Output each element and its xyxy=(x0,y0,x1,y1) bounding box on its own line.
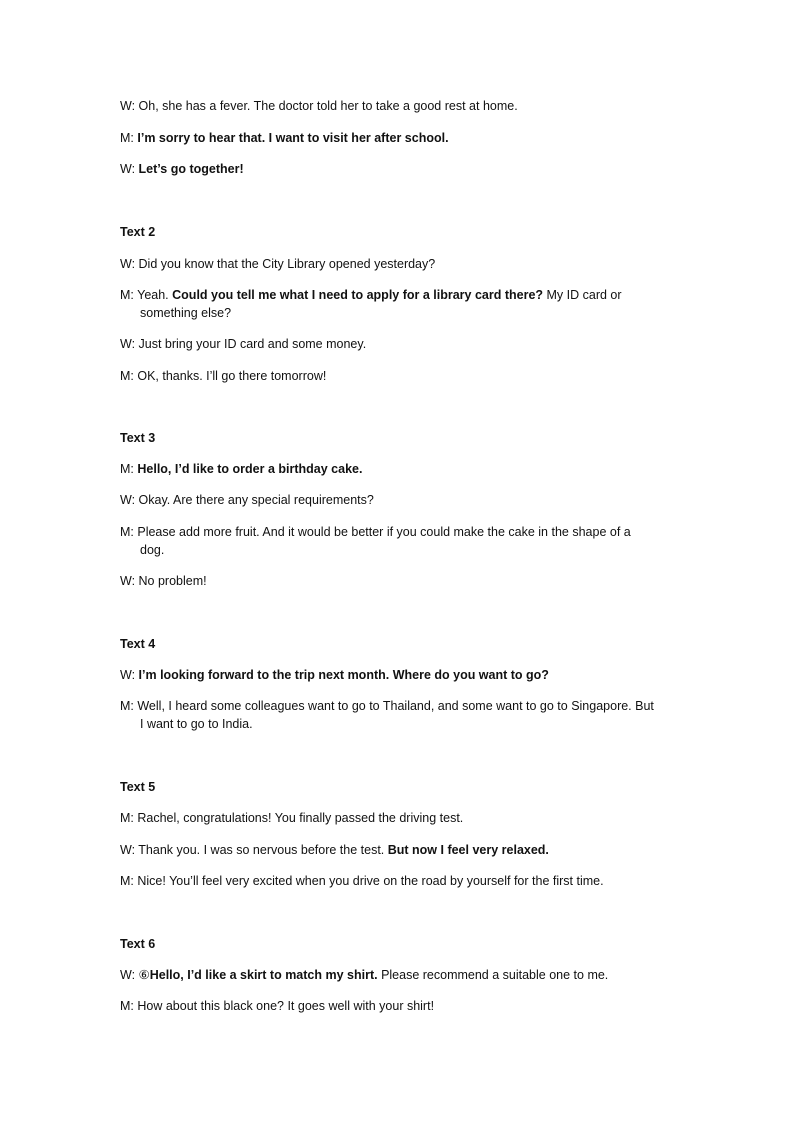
dialogue-text: Did you know that the City Library opened yesterday? xyxy=(135,257,436,271)
dialogue-text: My ID card or xyxy=(543,288,622,302)
dialogue-continuation: dog. xyxy=(140,543,165,557)
dialogue-line xyxy=(120,160,674,178)
emphasized-text: But now I feel very relaxed. xyxy=(387,843,549,857)
speaker-label: M: xyxy=(120,131,134,145)
emphasized-text: Hello, I’d like to order a birthday cake. xyxy=(137,462,363,476)
emphasized-text: I’m sorry to hear that. I want to visit her after school. xyxy=(137,131,449,145)
dialogue-text: Thank you. I was so nervous before the test. xyxy=(135,843,388,857)
emphasized-text: Let’s go together! xyxy=(138,162,244,176)
speaker-label: W: xyxy=(120,968,136,982)
speaker-label: W: xyxy=(120,843,136,857)
dialogue-continuation: I want to go to India. xyxy=(140,717,253,731)
dialogue-text: OK, thanks. I’ll go there tomorrow! xyxy=(133,369,327,383)
dialogue-line xyxy=(120,286,674,304)
section-heading: Text 2 xyxy=(120,225,156,239)
speaker-label: M: xyxy=(120,288,134,302)
speaker-label: W: xyxy=(120,99,136,113)
section-heading: Text 5 xyxy=(120,780,156,794)
speaker-label: W: xyxy=(120,257,136,271)
dialogue-text: ⑥ xyxy=(135,968,150,982)
dialogue-text: Yeah. xyxy=(133,288,173,302)
emphasized-text: I’m looking forward to the trip next month. Where do you want to go? xyxy=(138,668,549,682)
dialogue-line xyxy=(120,255,674,273)
speaker-label: M: xyxy=(120,369,134,383)
dialogue-text: How about this black one? It goes well with your shirt! xyxy=(133,999,435,1013)
dialogue-line xyxy=(120,460,674,478)
dialogue-line xyxy=(120,97,674,115)
dialogue-line xyxy=(120,809,674,827)
speaker-label: W: xyxy=(120,574,136,588)
dialogue-line xyxy=(120,523,674,541)
speaker-label: M: xyxy=(120,811,134,825)
document-page xyxy=(120,0,674,1123)
speaker-label: W: xyxy=(120,162,136,176)
speaker-label: M: xyxy=(120,699,134,713)
speaker-label: M: xyxy=(120,874,134,888)
dialogue-line xyxy=(120,872,674,890)
dialogue-continuation: something else? xyxy=(140,306,232,320)
emphasized-text: Could you tell me what I need to apply for a library card there? xyxy=(172,288,544,302)
dialogue-line xyxy=(120,572,674,590)
section-heading: Text 6 xyxy=(120,937,156,951)
section-heading: Text 3 xyxy=(120,431,156,445)
dialogue-text: Okay. Are there any special requirements? xyxy=(135,493,374,507)
speaker-label: M: xyxy=(120,462,134,476)
dialogue-text: Rachel, congratulations! You finally passed the driving test. xyxy=(133,811,464,825)
dialogue-text: Please recommend a suitable one to me. xyxy=(377,968,609,982)
dialogue-line xyxy=(120,666,674,684)
dialogue-line xyxy=(120,367,674,385)
dialogue-text: Just bring your ID card and some money. xyxy=(135,337,367,351)
speaker-label: W: xyxy=(120,493,136,507)
dialogue-text: Well, I heard some colleagues want to go to Thailand, and some want to go to Singapore. But xyxy=(133,699,654,713)
dialogue-text: Please add more fruit. And it would be better if you could make the cake in the shape of a xyxy=(133,525,631,539)
emphasized-text: Hello, I’d like a skirt to match my shirt. xyxy=(149,968,378,982)
dialogue-text: No problem! xyxy=(135,574,207,588)
dialogue-line xyxy=(120,966,674,984)
dialogue-text: Oh, she has a fever. The doctor told her to take a good rest at home. xyxy=(135,99,518,113)
dialogue-line xyxy=(120,491,674,509)
dialogue-line xyxy=(120,997,674,1015)
speaker-label: W: xyxy=(120,668,136,682)
dialogue-line xyxy=(120,841,674,859)
speaker-label: M: xyxy=(120,999,134,1013)
dialogue-line xyxy=(120,335,674,353)
speaker-label: M: xyxy=(120,525,134,539)
speaker-label: W: xyxy=(120,337,136,351)
dialogue-line xyxy=(120,697,674,715)
dialogue-text: Nice! You’ll feel very excited when you drive on the road by yourself for the first time. xyxy=(133,874,604,888)
dialogue-line xyxy=(120,129,674,147)
section-heading: Text 4 xyxy=(120,637,156,651)
